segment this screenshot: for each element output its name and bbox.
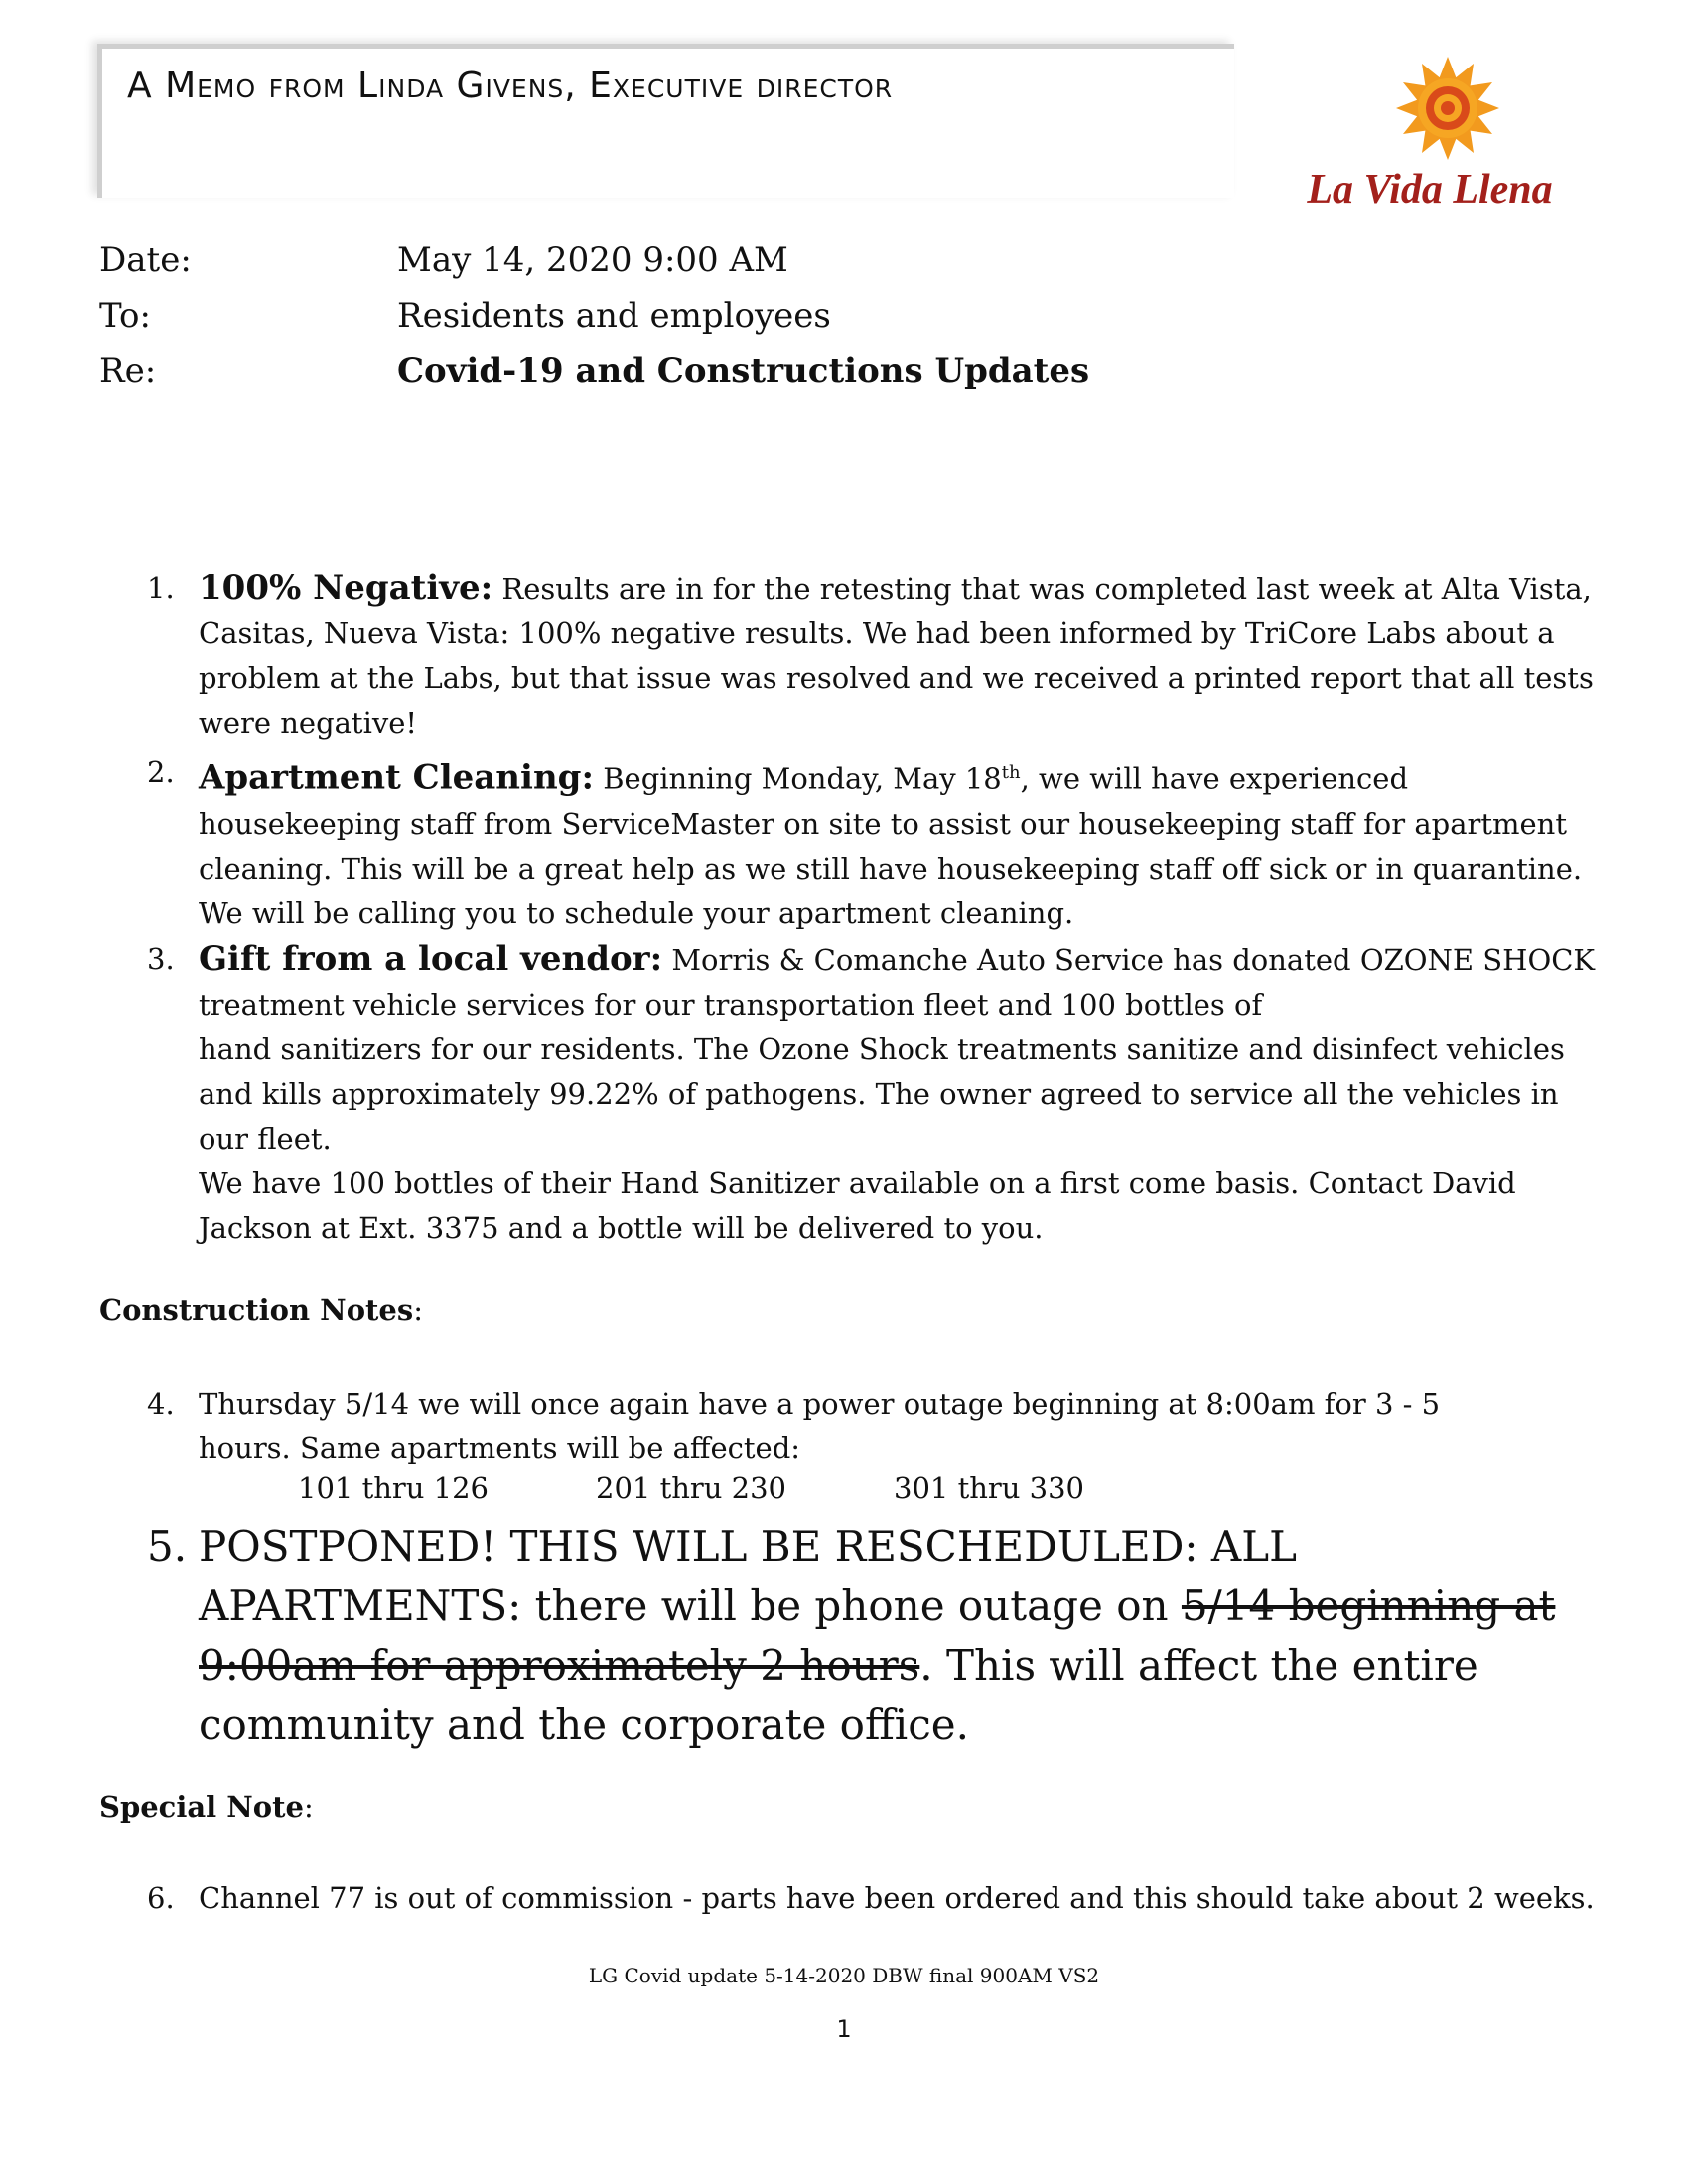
item-text: Beginning Monday, May 18: [594, 761, 1002, 796]
special-note-heading: Special Note:: [99, 1790, 314, 1824]
item-heading: Apartment Cleaning:: [199, 757, 594, 798]
item-text: POSTPONED! THIS WILL BE RESCHEDULED: ALL APARTMENTS: there will be phone outage on: [199, 1522, 1297, 1630]
struck-text: 5/14 beginning at 9:00am for approximately 2 hours: [199, 1581, 1556, 1690]
ordinal-suffix: th: [1001, 762, 1021, 783]
item-number: 3.: [147, 942, 175, 976]
la-vida-llena-logo: [1281, 54, 1579, 222]
to-value: Residents and employees: [397, 296, 831, 336]
apartment-range-3: 301 thru 330: [894, 1471, 1085, 1505]
re-label: Re:: [99, 351, 157, 391]
item-number: 5.: [147, 1522, 188, 1570]
date-value: May 14, 2020 9:00 AM: [397, 240, 788, 280]
item-text-continued: , we will have experienced housekeeping staff from ServiceMaster on site to assist our housekeeping staff for apartment cleaning. This will be a great help as we still have housekeeping staff off sick or in quarantine. We will be calling you to schedule your apartment cleaning.: [199, 761, 1583, 930]
page-number: 1: [836, 2015, 852, 2043]
item-text-continued: . This will affect the entire community and the corporate office.: [199, 1641, 1478, 1749]
apartment-range-1: 101 thru 126: [298, 1471, 490, 1505]
item-number: 2.: [147, 755, 175, 789]
item-number: 4.: [147, 1387, 175, 1421]
apartment-range-2: 201 thru 230: [596, 1471, 787, 1505]
sun-icon: [1396, 57, 1499, 160]
construction-notes-heading: Construction Notes:: [99, 1294, 423, 1327]
item-text: Results are in for the retesting that was completed last week at Alta Vista, Casitas, Nueva Vista: 100% negative results. We had been informed by TriCore Labs about a problem at the Labs, but that issue was resolved and we received a printed report that all tests were negative!: [199, 572, 1594, 740]
date-label: Date:: [99, 240, 192, 280]
footer-filename: LG Covid update 5-14-2020 DBW final 900AM VS2: [588, 1964, 1100, 1987]
memo-title: A Memo from Linda Givens, Executive director: [127, 66, 894, 106]
item-text-line3: We have 100 bottles of their Hand Sanitizer available on a first come basis. Contact David Jackson at Ext. 3375 and a bottle will be delivered to you.: [199, 1166, 1516, 1245]
logo-text: La Vida Llena: [1307, 167, 1553, 212]
re-value: Covid-19 and Constructions Updates: [397, 351, 1090, 391]
item-text: Channel 77 is out of commission - parts have been ordered and this should take about 2 weeks.: [199, 1881, 1595, 1915]
to-label: To:: [99, 296, 151, 336]
item-heading: 100% Negative:: [199, 568, 493, 608]
item-number: 1.: [147, 571, 175, 605]
item-text-line2: hand sanitizers for our residents. The Ozone Shock treatments sanitize and disinfect vehicles and kills approximately 99.22% of pathogens. The owner agreed to service all the vehicles in our fleet.: [199, 1032, 1565, 1156]
item-number: 6.: [147, 1881, 175, 1915]
item-text: Thursday 5/14 we will once again have a power outage beginning at 8:00am for 3 - 5 hours. Same apartments will be affected:: [199, 1387, 1441, 1465]
item-text-line1: Morris & Comanche Auto Service has donated OZONE SHOCK treatment vehicle services for our transportation fleet and 100 bottles of: [199, 943, 1596, 1022]
item-heading: Gift from a local vendor:: [199, 939, 663, 979]
